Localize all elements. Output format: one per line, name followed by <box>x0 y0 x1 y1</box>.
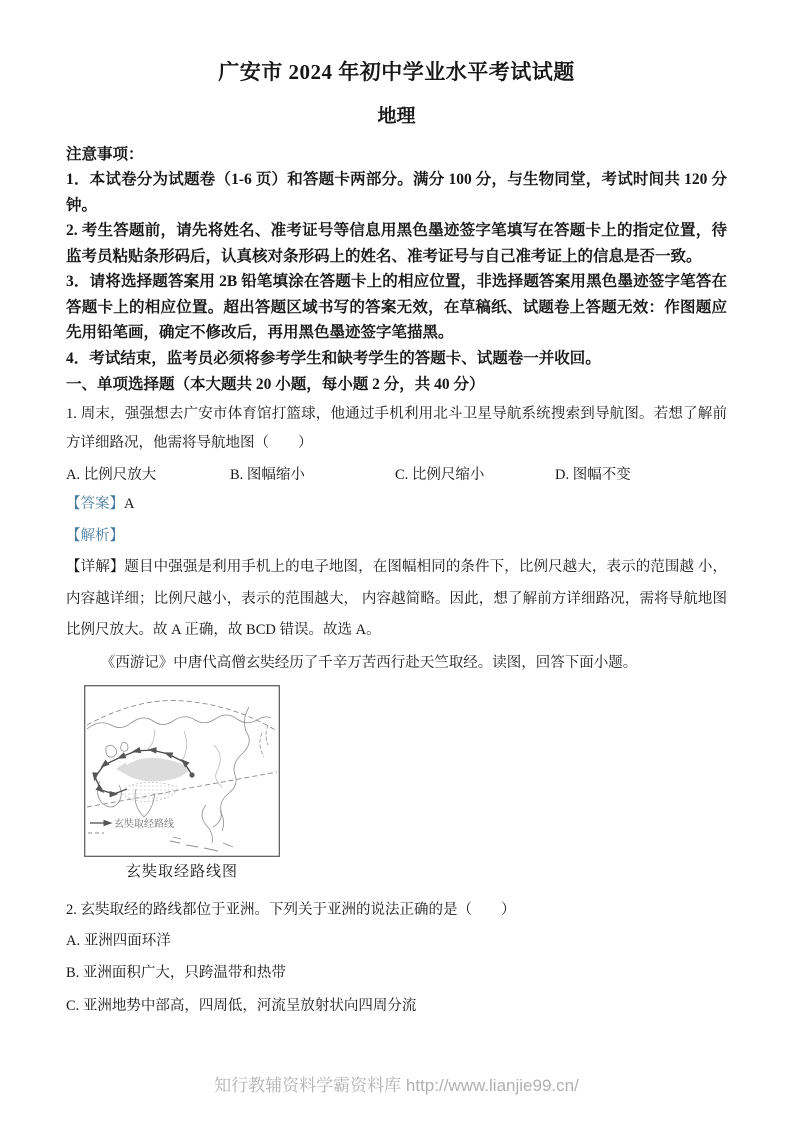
q1-analysis-line <box>66 522 727 551</box>
page-title: 广安市 2024 年初中学业水平考试试题 <box>218 60 575 84</box>
question-1-options <box>66 463 727 487</box>
q1-option-d: D. 图幅不变 <box>555 467 631 483</box>
question-2-stem: 2. 玄奘取经的路线都位于亚洲。下列关于亚洲的说法正确的是（ ） <box>66 901 516 918</box>
xuanzang-route-map <box>84 685 280 857</box>
q2-option-c: C. 亚洲地势中部高，四周低，河流呈放射状向四周分流 <box>66 997 417 1014</box>
map-caption: 玄奘取经路线图 <box>125 863 238 880</box>
notice-item-3: 3．请将选择题答案用 2B 铅笔填涂在答题卡上的相应位置，非选择题答案用黑色墨迹签字笔答在答题卡上的相应位置。超出答题区域书写的答案无效，在草稿纸、试题卷上答题无效：作图题应先用铅笔画，确定不修改后，再用黑色墨迹签字笔描黑。 <box>66 273 727 341</box>
route-end-dot <box>112 792 116 796</box>
q1-option-b: B. 图幅缩小 <box>230 467 305 483</box>
route-start-dot <box>189 772 194 777</box>
map-figure <box>84 685 280 881</box>
q1-detail-text: 【详解】题目中强强是利用手机上的电子地图，在图幅相同的条件下，比例尺越大，表示的范围越 小，内容越详细；比例尺越小，表示的范围越大， 内容越简略。因此，想了解前方详细路况，需将导航地图比例尺放大。故 A 正确，故 BCD 错误。故选 A。 <box>66 559 727 638</box>
answer-label: 【答案】 <box>66 496 124 512</box>
analysis-label: 【解析】 <box>66 528 124 544</box>
q1-answer-line <box>66 490 727 519</box>
answer-value: A <box>124 496 135 512</box>
notice-item-1: 1．本试卷分为试题卷（1-6 页）和答题卡两部分。满分 100 分，与生物同堂，考试时间共 120 分钟。 <box>66 171 727 214</box>
subject-title: 地理 <box>377 106 416 127</box>
passage-intro-q2: 《西游记》中唐代高僧玄奘经历了千辛万苦西行赴天竺取经。读图，回答下面小题。 <box>100 654 638 671</box>
section-heading: 一、单项选择题（本大题共 20 小题，每小题 2 分，共 40 分） <box>66 376 485 393</box>
q2-option-a: A. 亚洲四面环洋 <box>66 932 171 949</box>
footer-watermark: 知行教辅资料学霸资料库 http://www.lianjie99.cn/ <box>214 1076 579 1095</box>
map-legend-label: 玄奘取经路线 <box>114 818 174 830</box>
notice-heading: 注意事项： <box>66 146 144 163</box>
notice-item-4: 4．考试结束，监考员必须将参考学生和缺考学生的答题卡、试题卷一并收回。 <box>66 349 601 367</box>
q2-option-b: B. 亚洲面积广大，只跨温带和热带 <box>66 965 286 981</box>
notice-item-2: 2. 考生答题前，请先将姓名、准考证号等信息用黑色墨迹签字笔填写在答题卡上的指定位置，待监考员粘贴条形码后，认真核对条形码上的姓名、准考证号与自己准考证上的信息是否一致。 <box>66 222 727 265</box>
q1-option-c: C. 比例尺缩小 <box>395 467 485 483</box>
q1-option-a: A. 比例尺放大 <box>66 467 157 483</box>
question-1-stem: 1. 周末，强强想去广安市体育馆打篮球，他通过手机利用北斗卫星导航系统搜索到导航图。若想了解前方详细路况，他需将导航地图（ ） <box>66 406 727 451</box>
